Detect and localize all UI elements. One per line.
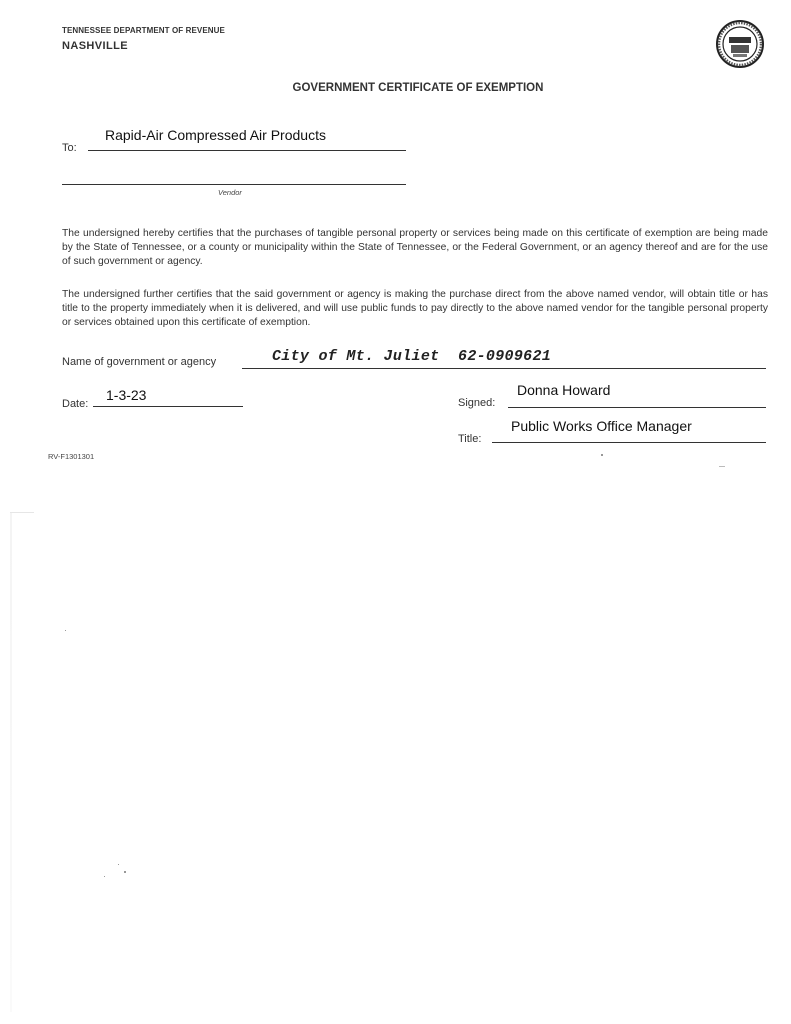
scan-speck bbox=[104, 876, 105, 877]
vendor-caption: Vendor bbox=[218, 188, 242, 197]
signed-line bbox=[508, 407, 766, 408]
signature-field[interactable]: Donna Howard bbox=[517, 382, 611, 398]
title-label: Title: bbox=[458, 433, 482, 445]
title-line bbox=[492, 442, 766, 443]
certification-paragraph-1: The undersigned hereby certifies that the purchases of tangible personal property or services being made on this certificate of exemption are being made by the State of Tennessee, or a county or municipality within the State of Tennessee, or the Federal Government, or an agency thereof and are for the use of such government or agency. bbox=[62, 228, 768, 267]
scan-speck bbox=[65, 630, 66, 631]
certification-paragraph-2: The undersigned further certifies that the said government or agency is making the purchase direct from the above named vendor, will obtain title or has title to the property immediately when it is delivered, and will use public funds to pay directly to the above named vendor for the tangible personal property or services obtained upon this certificate of exemption. bbox=[62, 289, 768, 328]
to-label: To: bbox=[62, 142, 77, 154]
scan-edge-shadow bbox=[10, 512, 12, 1012]
vendor-second-line bbox=[62, 184, 406, 185]
vendor-name-field[interactable]: Rapid-Air Compressed Air Products bbox=[105, 127, 326, 143]
date-line bbox=[93, 406, 243, 407]
agency-name-field[interactable]: City of Mt. Juliet 62-0909621 bbox=[272, 348, 552, 365]
agency-label: Name of government or agency bbox=[62, 356, 217, 368]
scan-corner-mark bbox=[10, 512, 34, 513]
scan-speck bbox=[118, 864, 119, 865]
scan-speck bbox=[719, 466, 725, 467]
form-title: GOVERNMENT CERTIFICATE OF EXEMPTION bbox=[292, 82, 544, 94]
job-title-field[interactable]: Public Works Office Manager bbox=[511, 418, 692, 434]
department-name: TENNESSEE DEPARTMENT OF REVENUE bbox=[62, 26, 225, 35]
tennessee-state-seal-icon bbox=[716, 20, 764, 68]
date-label: Date: bbox=[62, 398, 89, 410]
signed-label: Signed: bbox=[458, 397, 496, 409]
agency-line bbox=[242, 368, 766, 369]
date-field[interactable]: 1-3-23 bbox=[106, 387, 147, 403]
scan-speck bbox=[601, 454, 603, 456]
scan-speck bbox=[124, 871, 126, 873]
form-number: RV-F1301301 bbox=[48, 452, 95, 461]
vendor-line bbox=[88, 150, 406, 151]
department-city: NASHVILLE bbox=[62, 40, 128, 52]
